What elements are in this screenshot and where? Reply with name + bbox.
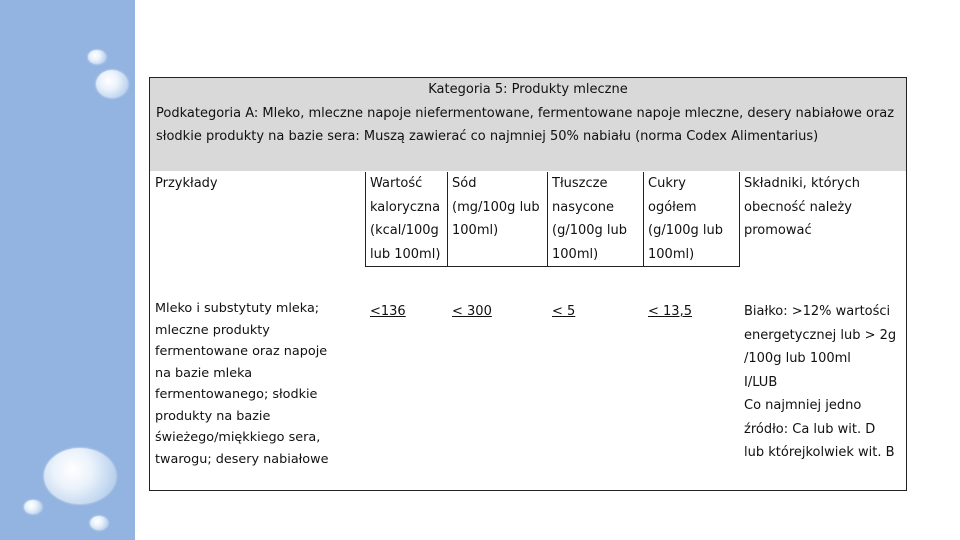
- subcategory-heading: Podkategoria A: Mleko, mleczne napoje niefermentowane, fermentowane napoje mleczne, desery nabiałowe oraz słodkie produkty na bazie sera:: [156, 106, 895, 144]
- header-fat: [547, 172, 643, 266]
- column-divider: [447, 172, 448, 266]
- header-promote: [739, 172, 906, 243]
- subcategory-requirement: Muszą zawierać co najmniej 50% nabiału (norma Codex Alimentarius): [359, 129, 819, 144]
- row-examples-line: na bazie mleka: [155, 365, 253, 381]
- row-divider: [365, 266, 740, 267]
- row-promote-line: źródło: Ca lub wit. D: [744, 421, 876, 437]
- header-fat-line: nasycone: [552, 199, 615, 215]
- row-examples-line: Mleko i substytuty mleka;: [155, 301, 320, 316]
- row-examples-line: fermentowanego; słodkie: [155, 387, 318, 402]
- row-sugar-value: < 13,5: [648, 304, 692, 319]
- table-title: Kategoria 5: Produkty mleczne: [150, 78, 906, 103]
- row-promote-line: energetycznej lub > 2g: [744, 327, 897, 343]
- header-energy-line: Wartość: [370, 176, 423, 191]
- header-fat-line: (g/100g lub: [552, 223, 628, 238]
- row-sodium-value: < 300: [452, 304, 492, 319]
- header-sodium: [447, 172, 547, 243]
- bubble-decoration: [24, 500, 42, 514]
- header-sugar-line: ogółem: [648, 199, 697, 215]
- row-examples-line: twarogu; desery nabiałowe: [155, 451, 329, 467]
- bubble-decoration: [90, 516, 108, 530]
- header-fat-line: 100ml): [552, 246, 599, 262]
- header-sugar-line: Cukry: [648, 176, 686, 191]
- header-sugar-line: 100ml): [648, 246, 695, 262]
- header-examples: Przykłady: [155, 176, 218, 191]
- header-promote-line: Składniki, których: [744, 176, 860, 191]
- header-energy-line: lub 100ml): [370, 246, 441, 262]
- header-energy-line: (kcal/100g: [370, 223, 439, 238]
- header-energy: [365, 172, 447, 266]
- column-divider: [643, 172, 644, 266]
- column-divider: [365, 172, 366, 266]
- bubble-decoration: [44, 448, 116, 504]
- bubble-decoration: [88, 50, 106, 64]
- header-sodium-line: 100ml): [452, 223, 499, 238]
- row-promote: [739, 300, 906, 465]
- row-examples-line: mleczne produkty: [155, 322, 270, 338]
- subcategory-text: [150, 102, 906, 171]
- header-promote-line: obecność należy: [744, 199, 852, 215]
- header-energy-line: kaloryczna: [370, 199, 441, 215]
- header-sodium-line: (mg/100g lub: [452, 199, 540, 215]
- row-examples-line: produkty na bazie: [155, 408, 271, 424]
- row-energy-value: <136: [370, 304, 406, 319]
- header-sugar-line: (g/100g lub: [648, 223, 724, 238]
- row-promote-line: lub którejkolwiek wit. B: [744, 445, 895, 460]
- column-divider: [739, 172, 740, 266]
- row-promote-line: Co najmniej jedno: [744, 398, 862, 413]
- header-sugar: [643, 172, 739, 266]
- row-examples-line: świeżego/miękkiego sera,: [155, 430, 321, 445]
- row-promote-line: /100g lub 100ml: [744, 351, 851, 366]
- row-examples: [150, 298, 365, 470]
- row-promote-line: Białko: >12% wartości: [744, 304, 891, 319]
- bubble-decoration: [96, 70, 128, 98]
- header-fat-line: Tłuszcze: [552, 176, 608, 191]
- header-promote-line: promować: [744, 223, 812, 238]
- row-fat-value: < 5: [552, 304, 576, 319]
- header-sodium-line: Sód: [452, 176, 477, 191]
- row-examples-line: fermentowane oraz napoje: [155, 344, 328, 359]
- sidebar-decoration: [0, 0, 135, 540]
- column-divider: [547, 172, 548, 266]
- row-promote-line: I/LUB: [744, 374, 778, 390]
- nutrition-table: [149, 77, 907, 491]
